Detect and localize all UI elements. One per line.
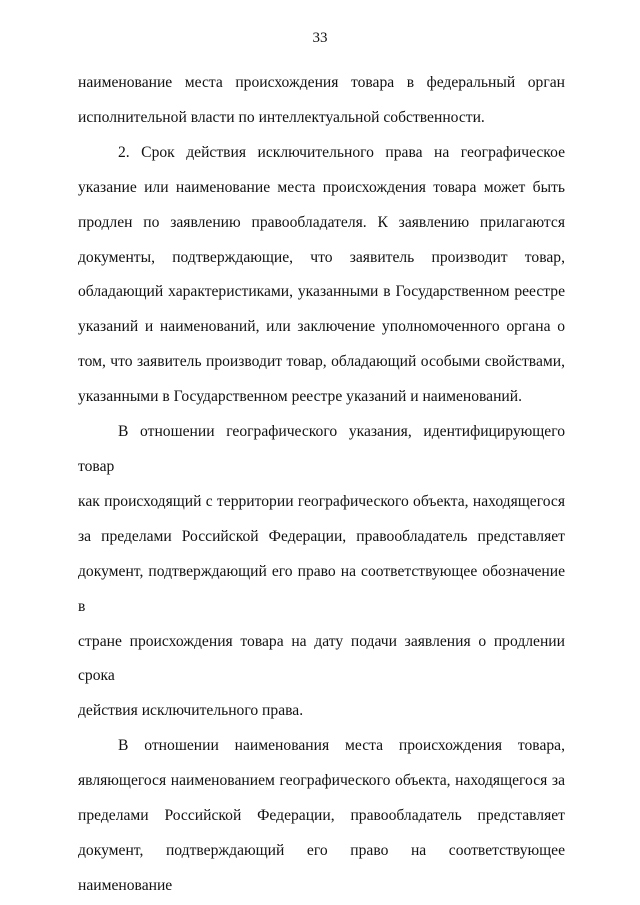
text-line: стране происхождения товара на дату подачи заявления о продлении срока xyxy=(78,632,565,685)
text-line: указание или наименование места происхождения товара может быть xyxy=(78,178,565,196)
text-line: 2. Срок действия исключительного права на географическое xyxy=(118,143,565,161)
document-body xyxy=(78,66,565,904)
paragraph-4 xyxy=(78,729,565,904)
text-line: как происходящий с территории географического объекта, находящегося xyxy=(78,492,565,510)
text-line: за пределами Российской Федерации, правообладатель представляет xyxy=(78,527,565,545)
text-line: наименование места происхождения товара в федеральный орган xyxy=(78,74,565,91)
text-line: действия исключительного права. xyxy=(78,702,304,720)
text-line: документ, подтверждающий его право на соответствующее наименование xyxy=(78,841,565,894)
text-line: В отношении географического указания, идентифицирующего товар xyxy=(78,423,565,475)
text-line: указаний и наименований, или заключение уполномоченного органа о xyxy=(78,318,565,336)
text-line: являющегося наименованием географического объекта, находящегося за xyxy=(78,772,565,790)
page-number: 33 xyxy=(312,30,328,46)
paragraph-1 xyxy=(78,66,565,136)
text-line: документы, подтверждающие, что заявитель производит товар, xyxy=(78,248,565,266)
paragraph-3 xyxy=(78,415,565,729)
text-line: указанными в Государственном реестре указаний и наименований. xyxy=(78,388,523,406)
text-line: том, что заявитель производит товар, обладающий особыми свойствами, xyxy=(78,353,565,371)
text-line: продлен по заявлению правообладателя. К заявлению прилагаются xyxy=(78,213,565,231)
paragraph-2 xyxy=(78,136,565,415)
text-line: В отношении наименования места происхождения товара, xyxy=(118,737,565,755)
text-line: обладающий характеристиками, указанными в Государственном реестре xyxy=(78,283,565,301)
text-line: исполнительной власти по интеллектуальной собственности. xyxy=(78,108,485,126)
text-line: документ, подтверждающий его право на соответствующее обозначение в xyxy=(78,562,565,615)
text-line: пределами Российской Федерации, правообладатель представляет xyxy=(78,807,565,825)
